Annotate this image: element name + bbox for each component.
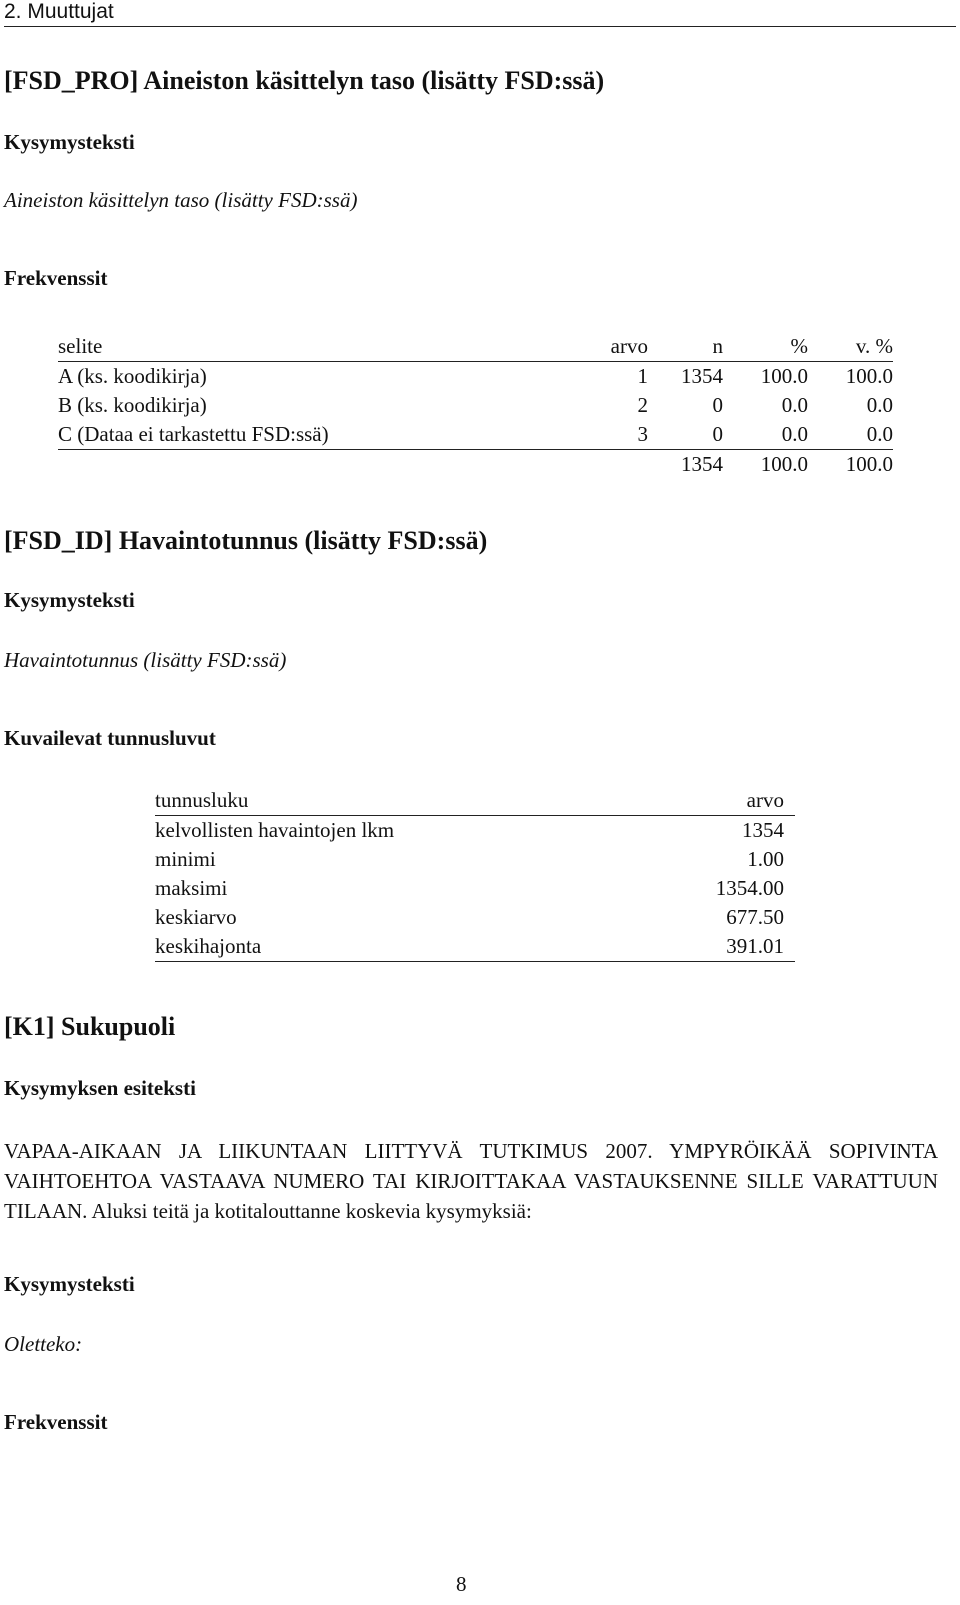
cell-percent: 100.0 (760, 364, 808, 388)
cell-arvo: 677.50 (726, 905, 784, 929)
cell-arvo: 3 (637, 422, 648, 446)
cell-arvo: 2 (637, 393, 648, 417)
table-row (155, 845, 795, 874)
table-header-row (58, 332, 893, 362)
cell-selite: B (ks. koodikirja) (58, 393, 207, 417)
cell-tunnusluku: keskihajonta (155, 934, 262, 958)
table-row (155, 874, 795, 903)
cell-valid-percent: 100.0 (845, 364, 893, 388)
cell-n: 1354 (681, 364, 723, 388)
table-row (58, 391, 893, 420)
table-total-row (58, 450, 893, 480)
cell-arvo: 1.00 (747, 847, 784, 871)
column-header-percent: % (790, 334, 808, 358)
total-cell-n: 1354 (681, 452, 723, 476)
cell-arvo: 1 (637, 364, 648, 388)
table-row (58, 362, 893, 392)
column-header-tunnusluku: tunnusluku (155, 788, 249, 812)
cell-arvo: 1354.00 (715, 876, 784, 900)
column-header-arvo: arvo (746, 788, 784, 812)
question-heading-fsd-pro: Kysymysteksti (4, 130, 135, 154)
cell-selite: A (ks. koodikirja) (58, 364, 207, 388)
question-heading-k1: Kysymysteksti (4, 1272, 135, 1296)
table-row (155, 932, 795, 962)
question-text-k1: Oletteko: (4, 1332, 83, 1356)
page-number: 8 (456, 1572, 467, 1596)
cell-percent: 0.0 (781, 422, 808, 446)
freq-heading-fsd-pro: Frekvenssit (4, 266, 108, 290)
stats-heading-fsd-id: Kuvailevat tunnusluvut (4, 726, 216, 750)
frequency-table-fsd-pro (58, 332, 893, 479)
column-header-selite: selite (58, 334, 103, 358)
cell-tunnusluku: minimi (155, 847, 216, 871)
total-cell-percent: 100.0 (760, 452, 808, 476)
cell-tunnusluku: kelvollisten havaintojen lkm (155, 818, 395, 842)
table-row (58, 420, 893, 450)
freq-heading-k1: Frekvenssit (4, 1410, 108, 1434)
section-title-fsd-id: [FSD_ID] Havaintotunnus (lisätty FSD:ssä) (4, 526, 488, 555)
question-text-fsd-pro: Aineiston käsittelyn taso (lisätty FSD:ssä) (4, 188, 358, 212)
cell-valid-percent: 0.0 (866, 422, 893, 446)
cell-selite: C (Dataa ei tarkastettu FSD:ssä) (58, 422, 329, 446)
chapter-header: 2. Muuttujat (4, 0, 114, 23)
cell-tunnusluku: keskiarvo (155, 905, 237, 929)
column-header-arvo: arvo (610, 334, 648, 358)
cell-n: 0 (712, 393, 723, 417)
table-row (155, 816, 795, 846)
cell-arvo: 391.01 (726, 934, 784, 958)
section-title-k1: [K1] Sukupuoli (4, 1012, 176, 1041)
question-text-fsd-id: Havaintotunnus (lisätty FSD:ssä) (4, 648, 287, 672)
cell-percent: 0.0 (781, 393, 808, 417)
cell-valid-percent: 0.0 (866, 393, 893, 417)
cell-arvo: 1354 (742, 818, 784, 842)
table-header-row (155, 786, 795, 816)
pretext-paragraph-k1: VAPAA-AIKAAN JA LIIKUNTAAN LIITTYVÄ TUTKIMUS 2007. YMPYRÖIKÄÄ SOPIVINTA VAIHTOEHTOA VASTAAVA NUMERO TAI KIRJOITTAKAA VASTAUKSENNE SILLE VARATTUUN TILAAN. Aluksi teitä ja kotitalouttanne koskevia kysymyksiä: (4, 1139, 938, 1223)
table-row (155, 903, 795, 932)
total-cell-arvo (533, 450, 648, 480)
question-heading-fsd-id: Kysymysteksti (4, 588, 135, 612)
descriptive-stats-table (155, 786, 795, 962)
chapter-rule (4, 26, 956, 27)
cell-tunnusluku: maksimi (155, 876, 228, 900)
column-header-valid-percent: v. % (855, 334, 893, 358)
column-header-n: n (712, 334, 723, 358)
cell-n: 0 (712, 422, 723, 446)
section-title-fsd-pro: [FSD_PRO] Aineiston käsittelyn taso (lisätty FSD:ssä) (4, 66, 605, 95)
total-cell-valid-percent: 100.0 (845, 452, 893, 476)
pretext-heading-k1: Kysymyksen esiteksti (4, 1076, 196, 1100)
total-cell-selite (58, 450, 533, 480)
